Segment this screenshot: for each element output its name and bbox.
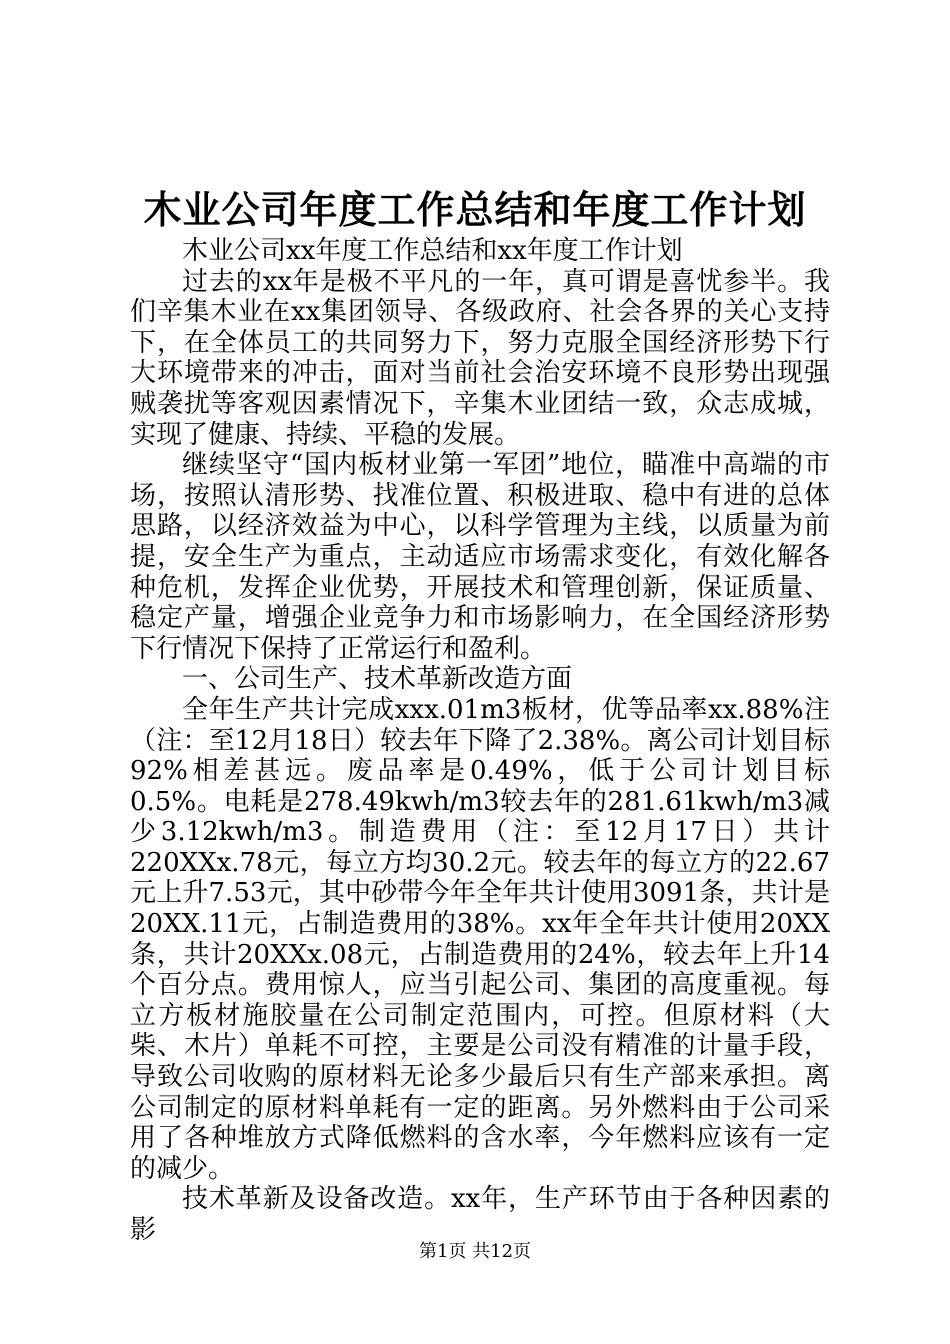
subtitle-paragraph: 木业公司xx年度工作总结和xx年度工作计划 bbox=[182, 236, 683, 266]
page-number-footer: 第1页 共12页 bbox=[418, 1241, 532, 1262]
document-title: 木业公司年度工作总结和年度工作计划 bbox=[143, 187, 807, 232]
section-heading: 一、公司生产、技术革新改造方面 bbox=[182, 664, 573, 695]
document-body bbox=[130, 236, 830, 1246]
body-paragraph: 全年生产共计完成xxx.01m3板材，优等品率xx.88%注（注：至12月18日）较去年下降了2.38%。离公司计划目标92%相差甚远。废品率是0.49%，低于公司计划目标0.5%。电耗是278.49kwh/m3较去年的281.61kwh/m3减少3.12kwh/m3。制造费用（注：至12月17日）共计220XXx.78元，每立方均30.2元。较去年的每立方的22.67元上升7.53元，其中砂带今年全年共计使用3091条，共计是20XX.11元，占制造费用的38%。xx年全年共计使用20XX条，共计20XXx.08元，占制造费用的24%，较去年上升14个百分点。费用惊人，应当引起公司、集团的高度重视。每立方板材施胶量在公司制定范围内，可控。但原材料（大柴、木片）单耗不可控，主要是公司没有精准的计量手段，导致公司收购的原材料无论多少最后只有生产部来承担。离公司制定的原材料单耗有一定的距离。另外燃料由于公司采用了各种堆放方式降低燃料的含水率，今年燃料应该有一定的减少。 bbox=[130, 694, 830, 1184]
body-paragraph: 技术革新及设备改造。xx年，生产环节由于各种因素的影 bbox=[130, 1184, 830, 1245]
body-paragraph: 过去的xx年是极不平凡的一年，真可谓是喜忧参半。我们辛集木业在xx集团领导、各级政府、社会各界的关心支持下，在全体员工的共同努力下，努力克服全国经济形势下行大环境带来的冲击，面对当前社会治安环境不良形势出现强贼袭扰等客观因素情况下，辛集木业团结一致，众志成城，实现了健康、持续、平稳的发展。 bbox=[130, 266, 830, 450]
body-paragraph: 继续坚守“国内板材业第一军团”地位，瞄准中高端的市场，按照认清形势、找准位置、积极进取、稳中有进的总体思路，以经济效益为中心，以科学管理为主线，以质量为前提，安全生产为重点，主动适应市场需求变化，有效化解各种危机，发挥企业优势，开展技术和管理创新，保证质量、稳定产量，增强企业竞争力和市场影响力，在全国经济形势下行情况下保持了正常运行和盈利。 bbox=[130, 450, 830, 664]
